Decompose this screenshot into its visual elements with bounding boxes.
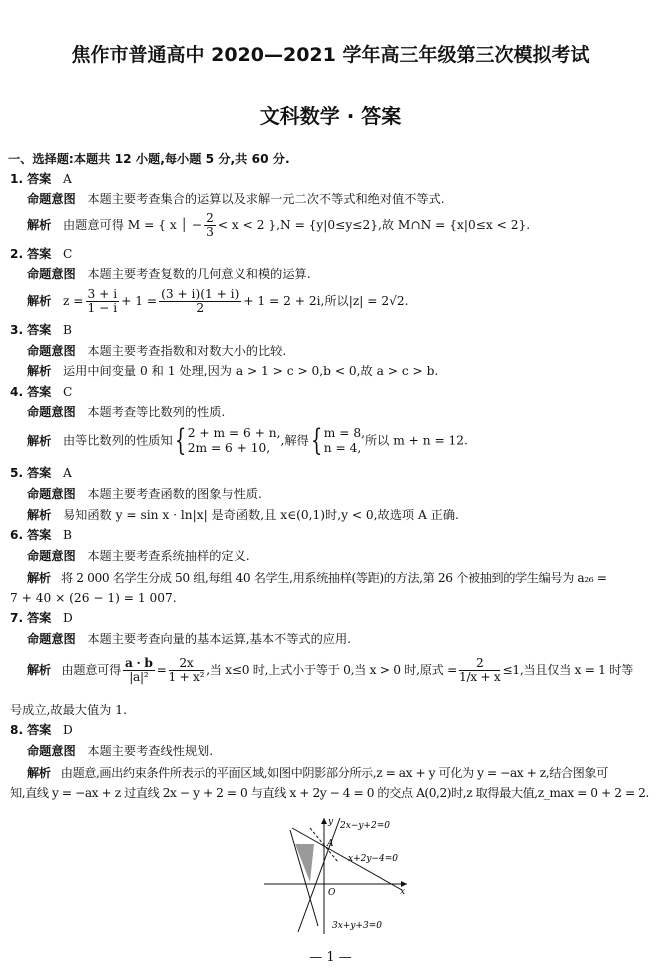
q2-answer: 2. 答案 C — [10, 247, 73, 261]
label-origin: O — [328, 888, 336, 898]
q5-intent: 命题意图 本题主要考查函数的图象与性质. — [27, 487, 262, 501]
q5-analysis: 解析 易知函数 y = sin x · ln|x| 是奇函数,且 x∈(0,1)时,y < 0,故选项 A 正确. — [27, 508, 459, 522]
q6-answer: 6. 答案 B — [10, 528, 72, 542]
q8-intent: 命题意图 本题主要考查线性规划. — [27, 744, 214, 758]
q6-analysis: 解析 将 2 000 名学生分成 50 组,每组 40 名学生,用系统抽样(等距)的方法,第 26 个被抽到的学生编号为 a₂₆ = — [27, 571, 607, 585]
q6-intent: 命题意图 本题主要考查系统抽样的定义. — [27, 549, 250, 563]
label-line3: 3x+y+3=0 — [332, 921, 382, 931]
label-line1: 2x−y+2=0 — [340, 821, 390, 831]
q2-analysis: 解析 z = $\frac{3 + i}{1 - i}$ + 1 = $\frac{(3 + i)(1 + i)}{2}$ + 1 = 2 + 2i,所以|z| = 2√2. — [27, 287, 409, 315]
label-point-a: A — [327, 839, 334, 849]
q8-analysis-cont: 知,直线 y = −ax + z 过直线 2x − y + 2 = 0 与直线 x + 2y − 4 = 0 的交点 A(0,2)时,z 取得最大值,z_max = 0 + 2 = 2. — [10, 786, 649, 800]
page-number: — 1 — — [309, 950, 352, 965]
q8-analysis: 解析 由题意,画出约束条件所表示的平面区域,如图中阴影部分所示,z = ax + y 可化为 y = −ax + z,结合图象可 — [27, 766, 608, 780]
label-line2: x+2y−4=0 — [348, 854, 398, 864]
q2-intent: 命题意图 本题主要考查复数的几何意义和模的运算. — [27, 267, 311, 281]
q8-answer: 8. 答案 D — [10, 723, 73, 737]
q3-intent: 命题意图 本题主要考查指数和对数大小的比较. — [27, 344, 287, 358]
section-heading: 一、选择题:本题共 12 小题,每小题 5 分,共 60 分. — [8, 152, 290, 166]
q7-intent: 命题意图 本题主要考查向量的基本运算,基本不等式的应用. — [27, 632, 352, 646]
q1-analysis: 解析 由题意可得 M = { x │ − $\frac{2}{3}$ < x < 2 },N = {y|0≤y≤2},故 M∩N = {x|0≤x < 2}. — [27, 211, 531, 239]
q7-analysis-cont: 号成立,故最大值为 1. — [10, 703, 127, 717]
q3-answer: 3. 答案 B — [10, 323, 72, 337]
q6-analysis-cont: 7 + 40 × (26 − 1) = 1 007. — [10, 591, 177, 605]
feasible-region-figure — [262, 814, 412, 936]
q7-analysis: 解析 由题意可得 $\frac{a \cdot b}{\text{|a|²}}$ = $\frac{2x}{\text{1 + x²}}$ ,当 x≤0 时,上式小于等于 0,当 x > 0 时,原式 = $\frac{2}{1/x + x}$ ≤1,当且仅当 x = 1 时等 — [27, 656, 633, 684]
q1-answer: 1. 答案 A — [10, 172, 72, 186]
q3-analysis: 解析 运用中间变量 0 和 1 处理,因为 a > 1 > c > 0,b < 0,故 a > c > b. — [27, 364, 439, 378]
q4-answer: 4. 答案 C — [10, 385, 73, 399]
q4-analysis: 解析 由等比数列的性质知{ 2 + m = 6 + n, 2m = 6 + 10, ,解得{ m = 8, n = 4, 所以 m + n = 12. — [27, 423, 468, 458]
label-y-axis: y — [328, 817, 334, 827]
q5-answer: 5. 答案 A — [10, 466, 72, 480]
y-axis-arrow — [321, 818, 327, 824]
shaded-region — [295, 844, 314, 882]
q7-answer: 7. 答案 D — [10, 611, 73, 625]
document-title: 焦作市普通高中 2020—2021 学年高三年级第三次模拟考试 — [71, 44, 590, 66]
document-subtitle: 文科数学 · 答案 — [259, 104, 402, 128]
q4-intent: 命题意图 本题考查等比数列的性质. — [27, 405, 226, 419]
label-x-axis: x — [400, 887, 406, 897]
q1-intent: 命题意图 本题主要考查集合的运算以及求解一元二次不等式和绝对值不等式. — [27, 192, 445, 206]
